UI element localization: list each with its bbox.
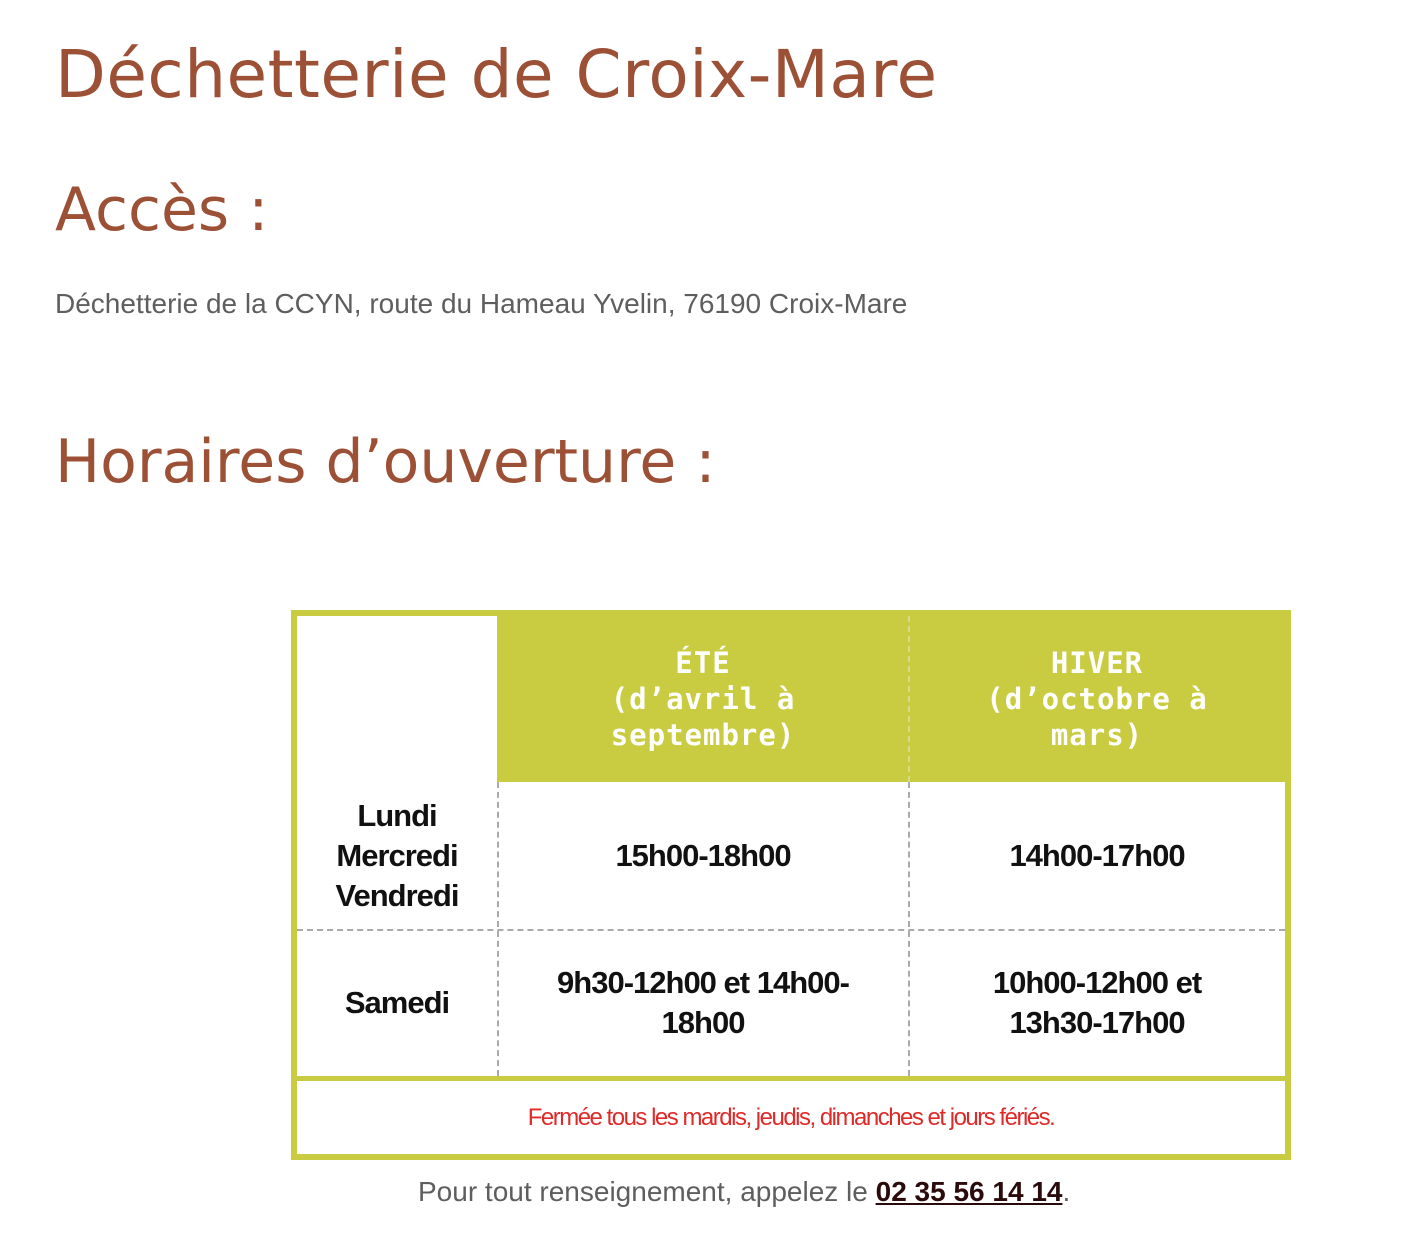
column-header-ete-period: (d’avril à septembre) — [610, 682, 796, 752]
column-header-hiver-period: (d’octobre à mars) — [986, 682, 1208, 752]
page-title: Déchetterie de Croix-Mare — [55, 36, 938, 113]
contact-prefix: Pour tout renseignement, appelez le — [418, 1176, 876, 1207]
day-label: Vendredi — [335, 878, 459, 913]
phone-link[interactable]: 02 35 56 14 14 — [875, 1176, 1063, 1207]
row-days-weekday — [297, 782, 497, 930]
closed-days-note: Fermée tous les mardis, jeudis, dimanches et jours fériés. — [527, 1103, 1055, 1131]
opening-hours-heading: Horaires d’ouverture : — [55, 427, 716, 497]
hours-ete-saturday: 9h30-12h00 et 14h00-18h00 — [557, 965, 849, 1040]
hours-ete-weekday: 15h00-18h00 — [615, 838, 791, 873]
address-text: Déchetterie de la CCYN, route du Hameau Yvelin, 76190 Croix-Mare — [55, 288, 908, 319]
column-header-hiver-title: HIVER — [1050, 646, 1144, 680]
contact-suffix: . — [1062, 1176, 1071, 1207]
access-heading: Accès : — [55, 175, 269, 245]
contact-line — [418, 1174, 1070, 1210]
row-days-saturday — [297, 930, 497, 1076]
hours-hiver-weekday: 14h00-17h00 — [1009, 838, 1185, 873]
column-header-hiver — [909, 616, 1285, 782]
day-label: Lundi — [357, 798, 437, 833]
table-corner-cell — [297, 616, 497, 776]
column-header-ete — [497, 616, 909, 782]
opening-hours-table — [291, 610, 1291, 1160]
day-label: Samedi — [344, 985, 450, 1020]
day-label: Mercredi — [336, 838, 458, 873]
row-divider — [297, 929, 1285, 931]
hours-hiver-saturday: 10h00-12h00 et 13h30-17h00 — [992, 965, 1202, 1040]
column-header-ete-title: ÉTÉ — [675, 646, 731, 680]
